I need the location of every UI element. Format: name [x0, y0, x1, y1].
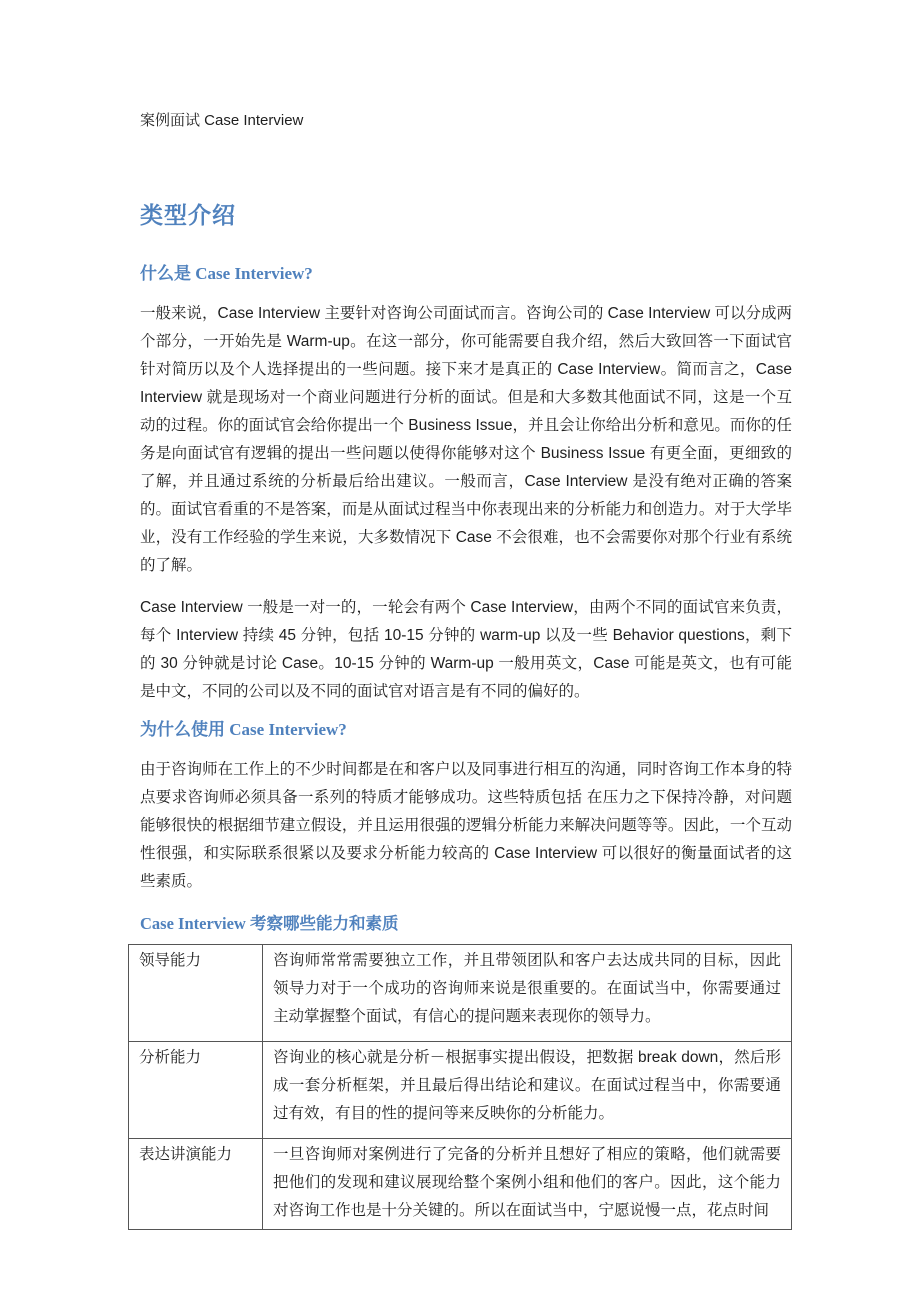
- abilities-table: [128, 944, 792, 1230]
- ability-description-cell: 一旦咨询师对案例进行了完备的分析并且想好了相应的策略，他们就需要把他们的发现和建议展现给整个案例小组和他们的客户。因此，这个能力对咨询工作也是十分关键的。所以在面试当中，宁愿说慢一点，花点时间: [263, 1139, 792, 1230]
- paragraph-case-interview-intro: 一般来说，Case Interview 主要针对咨询公司面试而言。咨询公司的 Case Interview 可以分成两个部分，一开始先是 Warm-up。在这一部分，你可能需要自我介绍，然后大致回答一下面试官针对简历以及个人选择提出的一些问题。接下来才是真正的 Case Interview。简而言之，Case Interview 就是现场对一个商业问题进行分析的面试。但是和大多数其他面试不同，这是一个互动的过程。你的面试官会给你提出一个 Business Issue，并且会让你给出分析和意见。而你的任务是向面试官有逻辑的提出一些问题以使得你能够对这个 Business Issue 有更全面，更细致的了解，并且通过系统的分析最后给出建议。一般而言，Case Interview 是没有绝对正确的答案的。面试官看重的不是答案，而是从面试过程当中你表现出来的分析能力和创造力。对于大学毕业，没有工作经验的学生来说，大多数情况下 Case 不会很难，也不会需要你对那个行业有系统的了解。: [140, 305, 792, 574]
- doc-header-line: 案例面试 Case Interview: [140, 112, 304, 129]
- section-heading-abilities: Case Interview 考察哪些能力和素质: [140, 914, 399, 933]
- table-row-analysis: [129, 1042, 792, 1139]
- ability-description-cell: 咨询业的核心就是分析－根据事实提出假设，把数据 break down，然后形成一套分析框架，并且最后得出结论和建议。在面试过程当中，你需要通过有效，有目的性的提问等来反映你的分析能力。: [263, 1042, 792, 1139]
- paragraph-why-case-interview: 由于咨询师在工作上的不少时间都是在和客户以及同事进行相互的沟通，同时咨询工作本身的特点要求咨询师必须具备一系列的特质才能够成功。这些特质包括 在压力之下保持冷静，对问题能够很快的根据细节建立假设，并且运用很强的逻辑分析能力来解决问题等等。因此，一个互动性很强，和实际联系很紧以及要求分析能力较高的 Case Interview 可以很好的衡量面试者的这些素质。: [140, 761, 792, 890]
- ability-name-cell: 领导能力: [129, 945, 263, 1042]
- table-row-presentation: [129, 1139, 792, 1230]
- table-row-leadership: [129, 945, 792, 1042]
- section-heading-why-case-interview: 为什么使用 Case Interview?: [140, 720, 347, 739]
- section-heading-what-is-case-interview: 什么是 Case Interview?: [140, 264, 313, 283]
- paragraph-case-interview-format: Case Interview 一般是一对一的，一轮会有两个 Case Interview，由两个不同的面试官来负责，每个 Interview 持续 45 分钟，包括 10-15 分钟的 warm-up 以及一些 Behavior questions，剩下的 30 分钟就是讨论 Case。10-15 分钟的 Warm-up 一般用英文，Case 可能是英文，也有可能是中文，不同的公司以及不同的面试官对语言是有不同的偏好的。: [140, 599, 792, 700]
- ability-description-cell: 咨询师常常需要独立工作，并且带领团队和客户去达成共同的目标，因此领导力对于一个成功的咨询师来说是很重要的。在面试当中，你需要通过主动掌握整个面试，有信心的提问题来表现你的领导力。: [263, 945, 792, 1042]
- chapter-heading: 类型介绍: [140, 203, 236, 228]
- ability-name-cell: 分析能力: [129, 1042, 263, 1139]
- ability-name-cell: 表达讲演能力: [129, 1139, 263, 1230]
